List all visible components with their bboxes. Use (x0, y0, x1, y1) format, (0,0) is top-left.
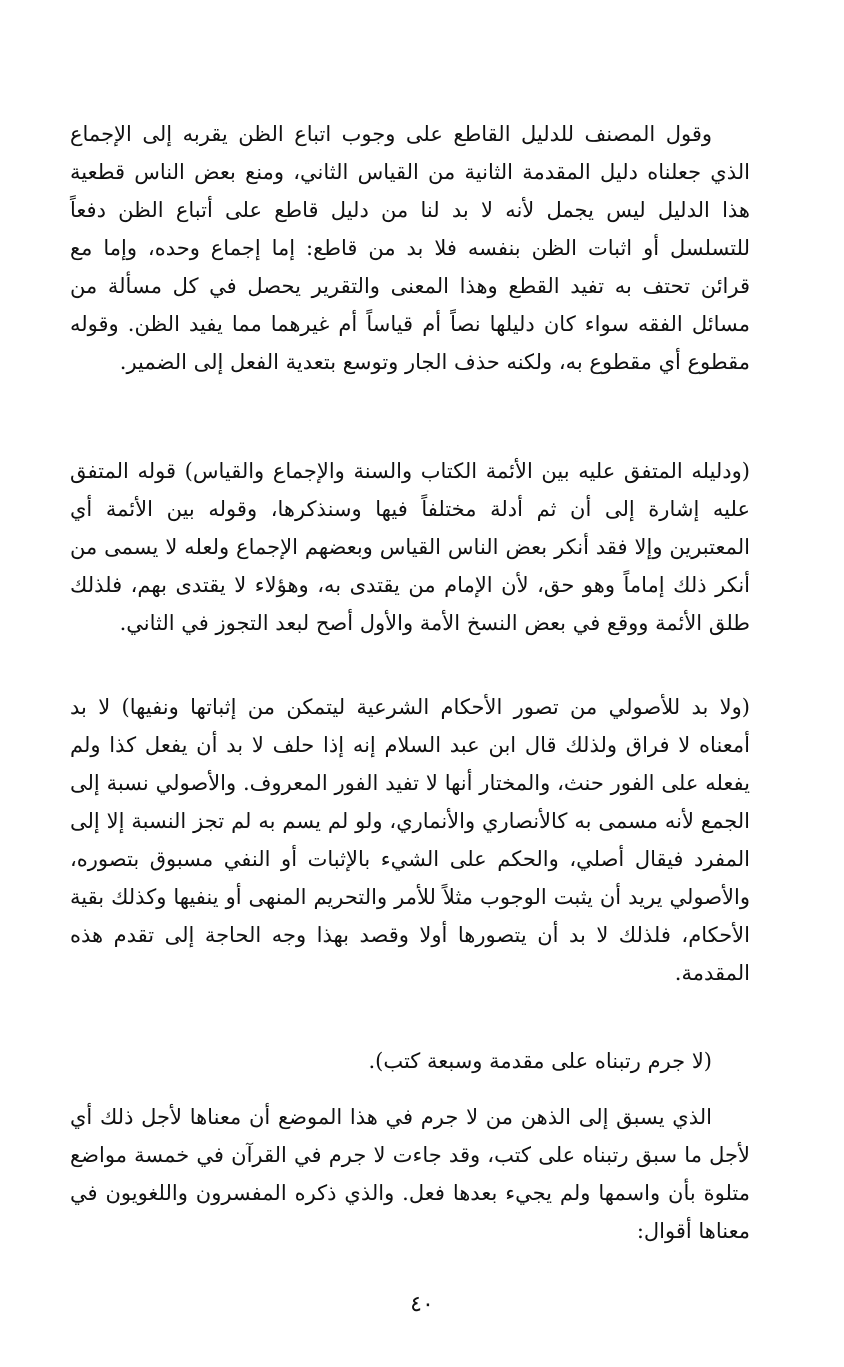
page-number: ٤٠ (410, 1292, 434, 1317)
paragraph-body-1: وقول المصنف للدليل القاطع على وجوب اتباع الظن يقربه إلى الإجماع الذي جعلناه دليل المقدمة الثانية من القياس الثاني، ومنع بعض الناس قطعية هذا الدليل ليس يجمل لأنه لا بد لنا من دليل قاطع على أتباع الظن دفعاً للتسلسل أو اثبات الظن بنفسه فلا بد من قاطع: إما إجماع وحده، وإما مع قرائن تحتف به تفيد القطع وهذا المعنى والتقرير يحصل في كل مسألة من مسائل الفقه سواء كان دليلها نصاً أم قياساً أم غيرهما مما يفيد الظن. وقوله مقطوع أي مقطوع به، ولكنه حذف الجار وتوسع بتعدية الفعل إلى الضمير. (70, 122, 750, 374)
paragraph-body-5: الذي يسبق إلى الذهن من لا جرم في هذا الموضع أن معناها لأجل ذلك أي لأجل ما سبق رتبناه على كتب، وقد جاءت لا جرم في القرآن في خمسة مواضع متلوة بأن واسمها ولم يجيء بعدها فعل. والذي ذكره المفسرون واللغويون في معناها أقوال: (70, 1105, 750, 1243)
paragraph-quote-heading: (لا جرم رتبناه على مقدمة وسبعة كتب). (368, 1049, 712, 1073)
paragraph-body-3: (ولا بد للأصولي من تصور الأحكام الشرعية ليتمكن من إثباتها ونفيها) لا بد أمعناه لا فراق ولذلك قال ابن عبد السلام إنه إذا حلف لا بد أن يفعل كذا ولم يفعله على الفور حنث، والمختار أنها لا تفيد الفور المعروف. والأصولي نسبة إلى الجمع لأنه مسمى به كالأنصاري والأنماري، ولو لم يسم به لم تجز النسبة إلا إلى المفرد فيقال أصلي، والحكم على الشيء بالإثبات أو النفي مسبوق بتصوره، والأصولي يريد أن يثبت الوجوب مثلاً للأمر والتحريم المنهى أو ينفيها وكذلك بقية الأحكام، فلذلك لا بد أن يتصورها أولا وقصد بهذا وجه الحاجة إلى تقدم هذه المقدمة. (70, 695, 750, 985)
paragraph-body-2: (ودليله المتفق عليه بين الأئمة الكتاب والسنة والإجماع والقياس) قوله المتفق عليه إشارة إلى أن ثم أدلة مختلفاً فيها وسنذكرها، وقوله بين الأئمة أي المعتبرين وإلا فقد أنكر بعض الناس القياس وبعضهم الإجماع ولعله لا يسمى من أنكر ذلك إماماً وهو حق، لأن الإمام من يقتدى به، وهؤلاء لا يقتدى بهم، فلذلك طلق الأئمة ووقع في بعض النسخ الأمة والأول أصح لبعد التجوز في الثاني. (70, 459, 750, 635)
